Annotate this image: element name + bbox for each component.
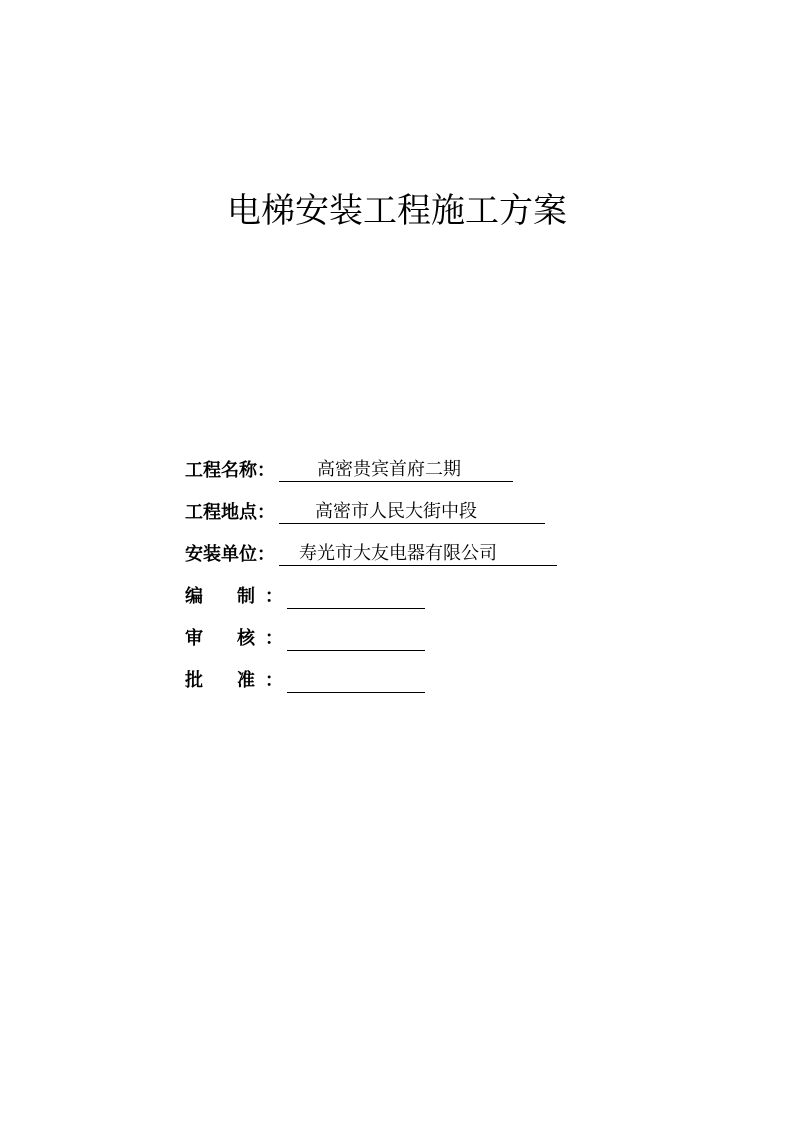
installer-colon: ： [257, 544, 275, 565]
project-name-row [185, 456, 557, 498]
compiled-by-char1: 编 [185, 586, 203, 607]
document-title: 电梯安装工程施工方案 [227, 191, 567, 231]
approved-by-char2: 准 [237, 670, 255, 691]
project-name-colon: ： [257, 460, 275, 481]
reviewed-by-row [185, 624, 557, 666]
approved-by-colon: ： [265, 670, 283, 691]
reviewed-by-colon: ： [265, 628, 283, 649]
approved-by-char1: 批 [185, 670, 203, 691]
project-location-value: 高密市人民大街中段 [279, 498, 545, 524]
reviewed-by-char2: 核 [237, 628, 255, 649]
approved-by-row [185, 666, 557, 708]
project-location-colon: ： [257, 502, 275, 523]
approved-by-label [185, 666, 265, 696]
project-name-label: 工程名称 [185, 460, 257, 481]
reviewed-by-char1: 审 [185, 628, 203, 649]
compiled-by-colon: ： [265, 586, 283, 607]
installer-value: 寿光市大友电器有限公司 [279, 540, 557, 566]
installer-row [185, 540, 557, 582]
installer-label: 安装单位 [185, 544, 257, 565]
project-location-row [185, 498, 557, 540]
project-info-block [185, 456, 557, 708]
compiled-by-row [185, 582, 557, 624]
project-name-value: 高密贵宾首府二期 [279, 456, 513, 482]
compiled-by-char2: 制 [237, 586, 255, 607]
compiled-by-label [185, 582, 265, 612]
approved-by-value [287, 666, 425, 693]
reviewed-by-label [185, 624, 265, 654]
compiled-by-value [287, 582, 425, 609]
reviewed-by-value [287, 624, 425, 651]
project-location-label: 工程地点 [185, 502, 257, 523]
